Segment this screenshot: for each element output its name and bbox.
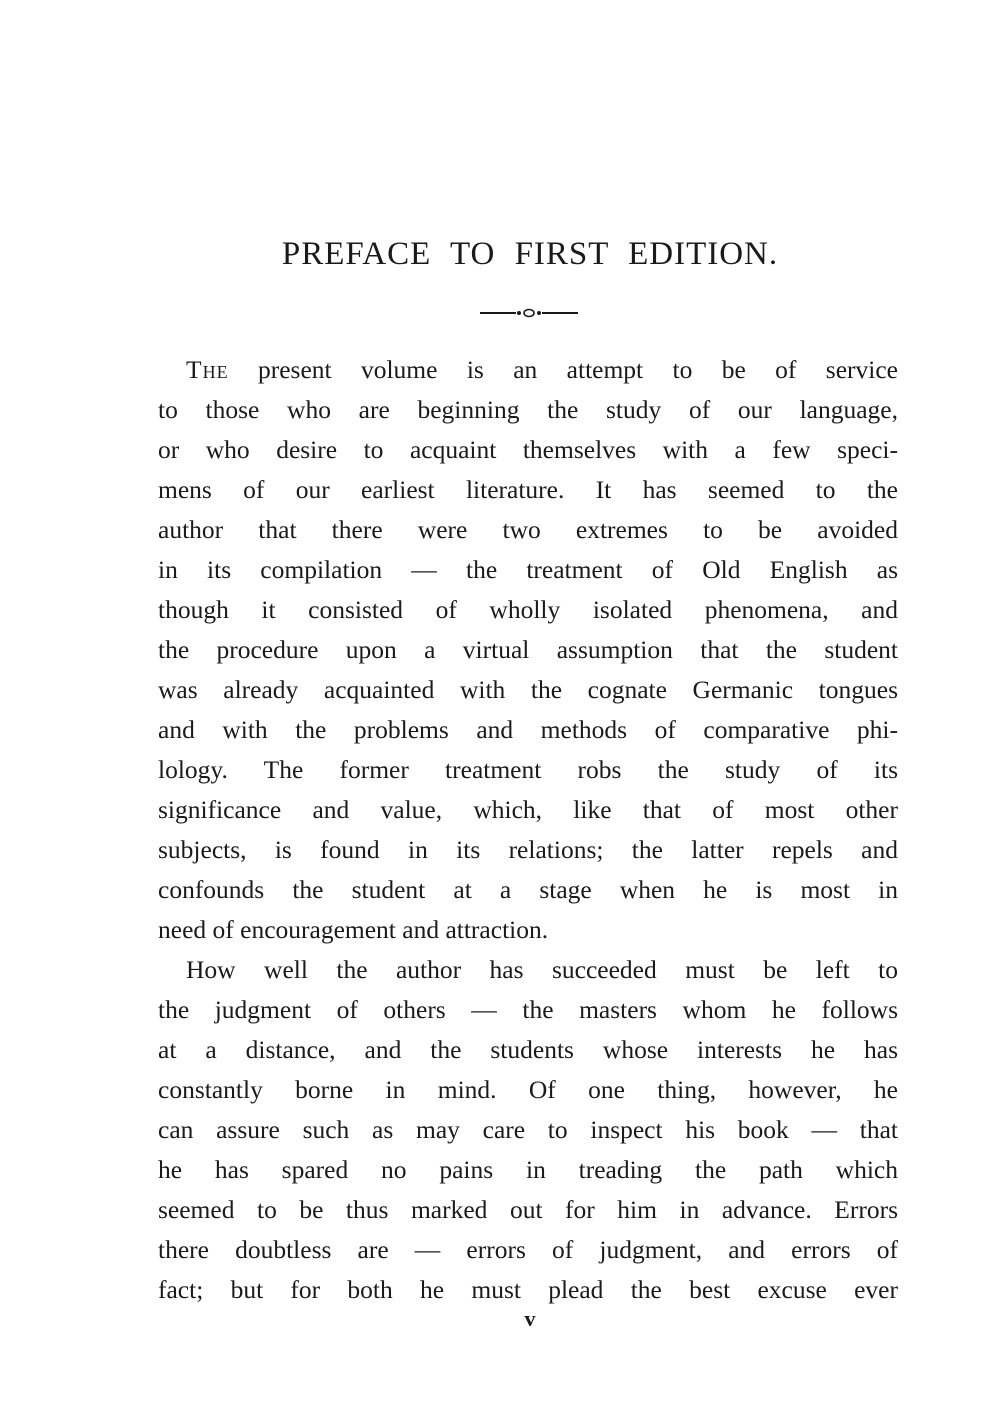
text-line: he has spared no pains in treading the path which [158,1155,898,1184]
text-line: need of encouragement and attraction. [158,915,549,944]
paragraph-1 [158,350,898,950]
text-line: fact; but for both he must plead the best excuse ever [158,1275,898,1304]
text-line: and with the problems and methods of comparative phi- [158,715,898,744]
text-line: subjects, is found in its relations; the latter repels and [158,835,898,864]
text-line: though it consisted of wholly isolated phenomena, and [158,595,898,624]
paragraph-2 [158,950,898,1310]
text-line: confounds the student at a stage when he is most in [158,875,898,904]
text-line: or who desire to acquaint themselves with a few speci- [158,435,898,464]
text-line: How well the author has succeeded must be left to [186,955,898,984]
ornament-divider [480,306,578,320]
text-line: there doubtless are — errors of judgment, and errors of [158,1235,898,1264]
text-line: at a distance, and the students whose interests he has [158,1035,898,1064]
text-line: seemed to be thus marked out for him in advance. Errors [158,1195,898,1224]
text-line: significance and value, which, like that of most other [158,795,898,824]
text-line: the judgment of others — the masters whom he follows [158,995,898,1024]
lead-word: The [186,355,229,384]
text-line: to those who are beginning the study of our language, [158,395,898,424]
text-line: lology. The former treatment robs the study of its [158,755,898,784]
page-title: PREFACE TO FIRST EDITION. [281,236,779,272]
text-line: mens of our earliest literature. It has seemed to the [158,475,898,504]
text-line: the procedure upon a virtual assumption that the student [158,635,898,664]
page-number: v [524,1306,536,1331]
preface-body [158,350,898,1310]
text-line: was already acquainted with the cognate Germanic tongues [158,675,898,704]
text-line: can assure such as may care to inspect his book — that [158,1115,898,1144]
text-line: The present volume is an attempt to be of service [186,355,898,384]
text-line: in its compilation — the treatment of Old English as [158,555,898,584]
text-line: author that there were two extremes to be avoided [158,515,898,544]
text-line: constantly borne in mind. Of one thing, however, he [158,1075,898,1104]
